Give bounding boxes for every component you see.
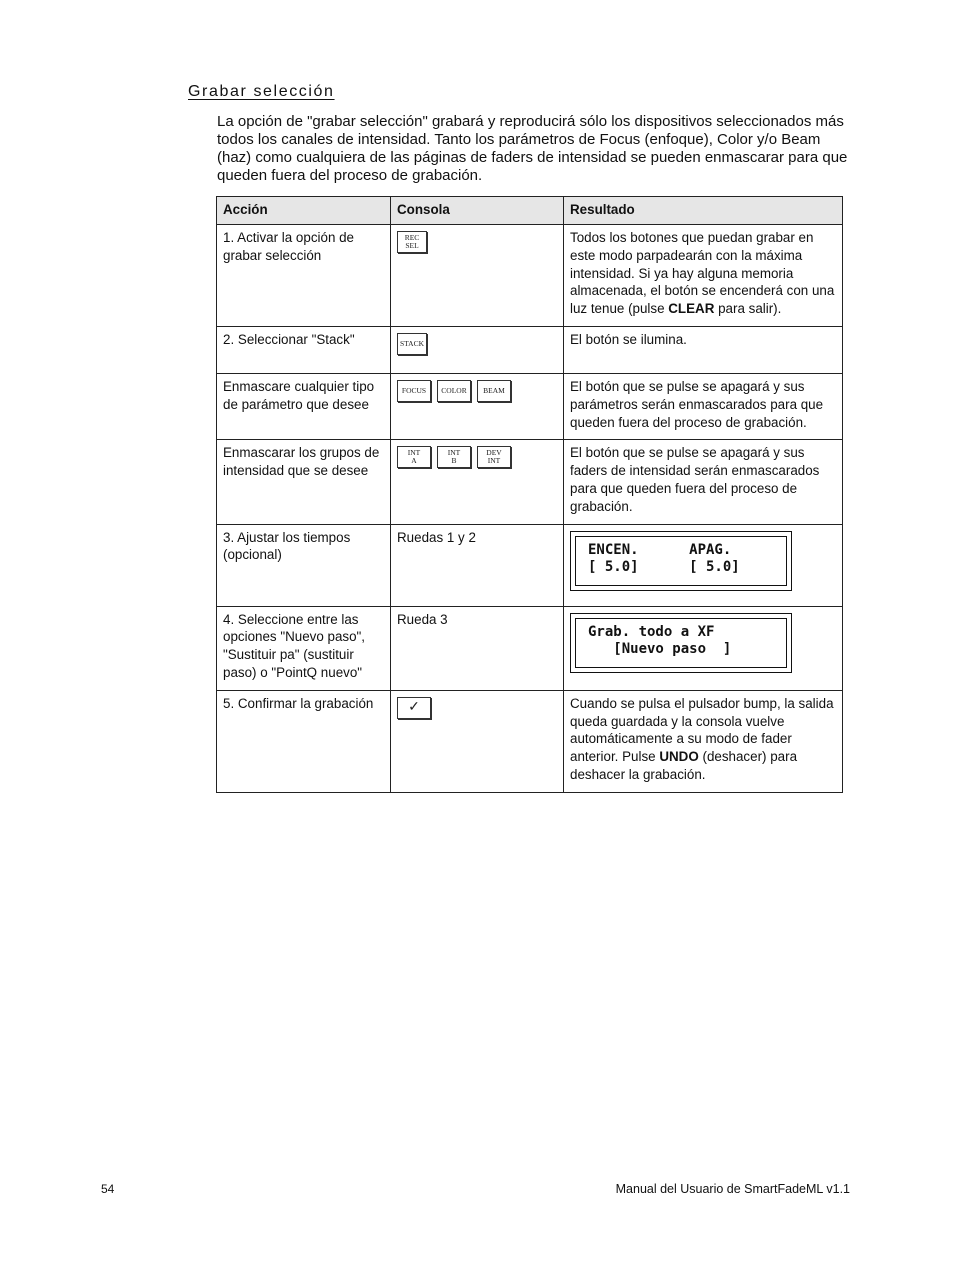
lcd-line: [Nuevo paso ] <box>588 640 732 657</box>
console-cell <box>391 225 564 327</box>
section-heading: Grabar selección <box>188 83 335 100</box>
console-cell: Ruedas 1 y 2 <box>391 524 564 606</box>
console-cell <box>391 440 564 524</box>
table-header-row <box>217 197 843 225</box>
result-cell <box>564 606 843 690</box>
result-cell <box>564 524 843 606</box>
steps-table <box>216 196 843 793</box>
console-cell <box>391 373 564 439</box>
header-accion: Acción <box>217 197 391 225</box>
lcd-line: Grab. todo a XF <box>588 623 715 640</box>
console-cell: Rueda 3 <box>391 606 564 690</box>
int-b-key: INT B <box>437 446 471 468</box>
header-resultado: Resultado <box>564 197 843 225</box>
result-cell: El botón se ilumina. <box>564 326 843 373</box>
dev-int-key: DEV INT <box>477 446 511 468</box>
rec-sel-key: REC SEL <box>397 231 427 253</box>
action-cell: 2. Seleccionar "Stack" <box>217 326 391 373</box>
console-cell <box>391 690 564 792</box>
page-number: 54 <box>101 1182 115 1196</box>
checkmark-key-icon: ✓ <box>397 697 431 719</box>
lcd-line: ENCEN. APAG. <box>588 541 732 558</box>
intro-paragraph: La opción de "grabar selección" grabará y reproducirá sólo los dispositivos seleccionados más todos los canales de intensidad. Tanto los parámetros de Focus (enfoque), Color y/o Beam (haz) como cualquiera de las páginas de faders de intensidad se pueden enmascarar para que queden fuera del proceso de grabación. <box>217 113 848 184</box>
table-row <box>217 606 843 690</box>
table-row <box>217 373 843 439</box>
result-cell: Todos los botones que puedan grabar en este modo parpadearán con la máxima intensidad. Si ya hay alguna memoria almacenada, el botón se encenderá con una luz tenue (pulse CLEAR para salir). <box>564 225 843 327</box>
action-cell: 4. Seleccione entre las opciones "Nuevo paso", "Sustituir pa" (sustituir paso) o "PointQ nuevo" <box>217 606 391 690</box>
result-cell: Cuando se pulsa el pulsador bump, la salida queda guardada y la consola vuelve automáticamente a su modo de fader anterior. Pulse UNDO (deshacer) para deshacer la grabación. <box>564 690 843 792</box>
table-row <box>217 440 843 524</box>
action-cell: 3. Ajustar los tiempos (opcional) <box>217 524 391 606</box>
lcd-line: [ 5.0] [ 5.0] <box>588 558 740 575</box>
table-row <box>217 326 843 373</box>
action-cell: Enmascare cualquier tipo de parámetro que desee <box>217 373 391 439</box>
table-row <box>217 225 843 327</box>
footer-title: Manual del Usuario de SmartFadeML v1.1 <box>615 1182 850 1196</box>
color-key: COLOR <box>437 380 471 402</box>
stack-key: STACK <box>397 333 427 355</box>
beam-key: BEAM <box>477 380 511 402</box>
int-a-key: INT A <box>397 446 431 468</box>
action-cell: Enmascarar los grupos de intensidad que se desee <box>217 440 391 524</box>
lcd-display-times <box>570 531 792 591</box>
lcd-display-record-mode <box>570 613 792 673</box>
table-row <box>217 524 843 606</box>
focus-key: FOCUS <box>397 380 431 402</box>
table-row <box>217 690 843 792</box>
console-cell <box>391 326 564 373</box>
action-cell: 1. Activar la opción de grabar selección <box>217 225 391 327</box>
action-cell: 5. Confirmar la grabación <box>217 690 391 792</box>
header-consola: Consola <box>391 197 564 225</box>
result-cell: El botón que se pulse se apagará y sus parámetros serán enmascarados para que queden fuera del proceso de grabación. <box>564 373 843 439</box>
result-cell: El botón que se pulse se apagará y sus faders de intensidad serán enmascarados para que queden fuera del proceso de grabación. <box>564 440 843 524</box>
